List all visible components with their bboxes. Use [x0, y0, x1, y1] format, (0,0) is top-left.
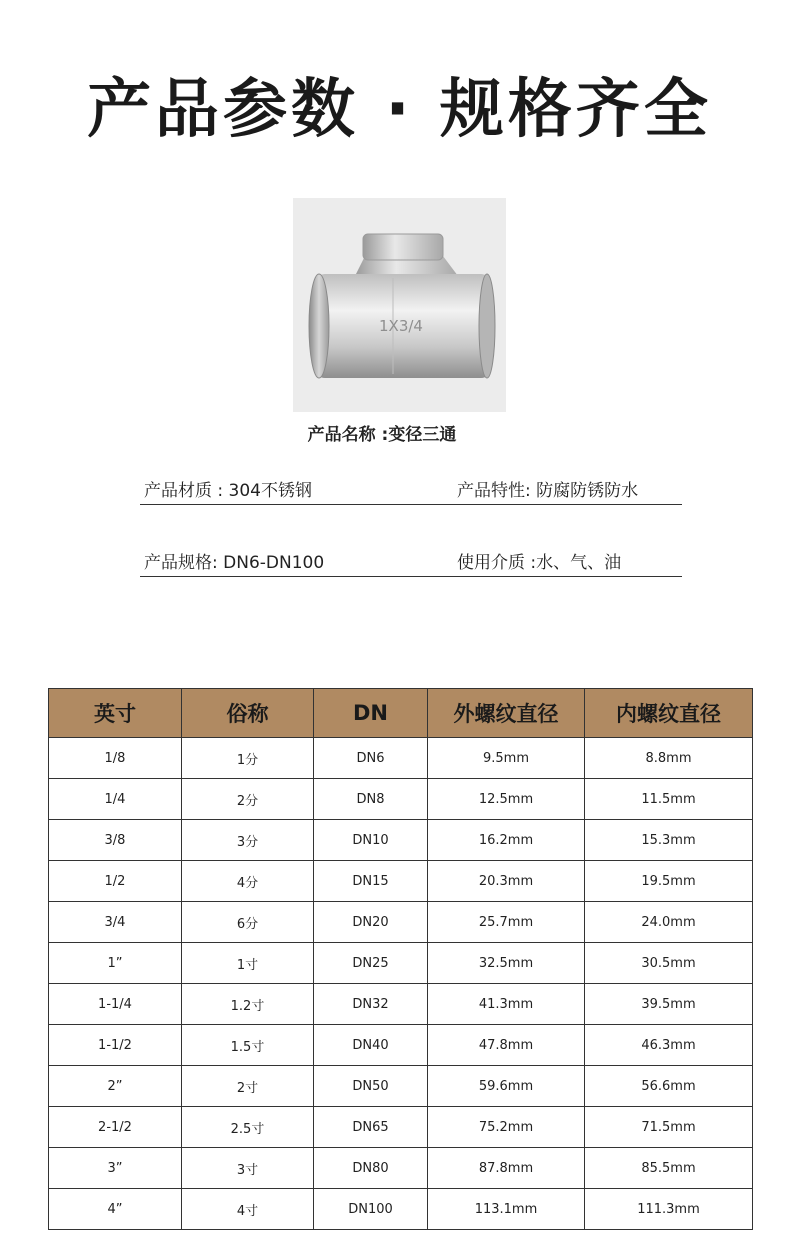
- size-range-label: 产品规格: DN6-DN100: [144, 553, 325, 573]
- table-row: [49, 984, 753, 1025]
- cell-common-name: 2寸: [182, 1066, 314, 1107]
- cell-outer-diameter: 9.5mm: [428, 738, 585, 779]
- cell-common-name: 1分: [182, 738, 314, 779]
- cell-outer-diameter: 25.7mm: [428, 902, 585, 943]
- cell-inner-diameter: 39.5mm: [585, 984, 753, 1025]
- cell-inch: 2-1/2: [49, 1107, 182, 1148]
- table-row: [49, 902, 753, 943]
- cell-inch: 1”: [49, 943, 182, 984]
- table-row: [49, 861, 753, 902]
- cell-inch: 1-1/4: [49, 984, 182, 1025]
- page-title: 产品参数 · 规格齐全: [87, 73, 712, 147]
- cell-inch: 3/4: [49, 902, 182, 943]
- tee-fitting-image: [293, 198, 506, 412]
- cell-common-name: 1寸: [182, 943, 314, 984]
- cell-dn: DN15: [314, 861, 428, 902]
- cell-dn: DN10: [314, 820, 428, 861]
- cell-dn: DN6: [314, 738, 428, 779]
- cell-outer-diameter: 41.3mm: [428, 984, 585, 1025]
- product-photo: [293, 198, 506, 412]
- cell-outer-diameter: 20.3mm: [428, 861, 585, 902]
- cell-inner-diameter: 30.5mm: [585, 943, 753, 984]
- cell-dn: DN25: [314, 943, 428, 984]
- cell-inner-diameter: 111.3mm: [585, 1189, 753, 1230]
- medium-label: 使用介质 :水、气、油: [457, 553, 622, 573]
- cell-common-name: 4寸: [182, 1189, 314, 1230]
- photo-marking: 1X3/4: [379, 317, 423, 335]
- cell-outer-diameter: 59.6mm: [428, 1066, 585, 1107]
- cell-inner-diameter: 11.5mm: [585, 779, 753, 820]
- table-row: [49, 1148, 753, 1189]
- cell-outer-diameter: 87.8mm: [428, 1148, 585, 1189]
- table-row: [49, 943, 753, 984]
- material-label: 产品材质 : 304不锈钢: [144, 481, 312, 501]
- cell-inner-diameter: 85.5mm: [585, 1148, 753, 1189]
- cell-outer-diameter: 113.1mm: [428, 1189, 585, 1230]
- cell-inner-diameter: 71.5mm: [585, 1107, 753, 1148]
- cell-outer-diameter: 32.5mm: [428, 943, 585, 984]
- cell-common-name: 2.5寸: [182, 1107, 314, 1148]
- cell-common-name: 3分: [182, 820, 314, 861]
- cell-inch: 3”: [49, 1148, 182, 1189]
- cell-dn: DN32: [314, 984, 428, 1025]
- cell-common-name: 1.5寸: [182, 1025, 314, 1066]
- cell-inner-diameter: 24.0mm: [585, 902, 753, 943]
- header-dn: DN: [314, 689, 428, 738]
- cell-common-name: 3寸: [182, 1148, 314, 1189]
- cell-common-name: 4分: [182, 861, 314, 902]
- cell-dn: DN100: [314, 1189, 428, 1230]
- feature-label: 产品特性: 防腐防锈防水: [457, 481, 639, 501]
- table-row: [49, 1189, 753, 1230]
- cell-inch: 3/8: [49, 820, 182, 861]
- cell-inner-diameter: 19.5mm: [585, 861, 753, 902]
- cell-inch: 1/2: [49, 861, 182, 902]
- cell-outer-diameter: 16.2mm: [428, 820, 585, 861]
- cell-inner-diameter: 56.6mm: [585, 1066, 753, 1107]
- table-row: [49, 1025, 753, 1066]
- cell-inch: 1/4: [49, 779, 182, 820]
- table-header-row: [49, 689, 753, 738]
- cell-dn: DN80: [314, 1148, 428, 1189]
- cell-dn: DN50: [314, 1066, 428, 1107]
- cell-inch: 4”: [49, 1189, 182, 1230]
- table-row: [49, 1107, 753, 1148]
- table-row: [49, 779, 753, 820]
- header-outer-thread-diameter: 外螺纹直径: [428, 689, 585, 738]
- cell-inch: 2”: [49, 1066, 182, 1107]
- cell-inch: 1/8: [49, 738, 182, 779]
- product-name: 产品名称 :变径三通: [307, 425, 457, 445]
- cell-outer-diameter: 47.8mm: [428, 1025, 585, 1066]
- spec-row-material: [140, 470, 682, 505]
- cell-common-name: 2分: [182, 779, 314, 820]
- cell-inner-diameter: 8.8mm: [585, 738, 753, 779]
- cell-outer-diameter: 12.5mm: [428, 779, 585, 820]
- cell-inner-diameter: 46.3mm: [585, 1025, 753, 1066]
- cell-dn: DN20: [314, 902, 428, 943]
- spec-table: [48, 688, 753, 1230]
- table-row: [49, 820, 753, 861]
- header-inner-thread-diameter: 内螺纹直径: [585, 689, 753, 738]
- cell-common-name: 6分: [182, 902, 314, 943]
- cell-dn: DN65: [314, 1107, 428, 1148]
- cell-dn: DN8: [314, 779, 428, 820]
- header-common-name: 俗称: [182, 689, 314, 738]
- spec-row-size: [140, 542, 682, 577]
- header-inch: 英寸: [49, 689, 182, 738]
- table-row: [49, 1066, 753, 1107]
- cell-inch: 1-1/2: [49, 1025, 182, 1066]
- cell-outer-diameter: 75.2mm: [428, 1107, 585, 1148]
- cell-dn: DN40: [314, 1025, 428, 1066]
- cell-common-name: 1.2寸: [182, 984, 314, 1025]
- cell-inner-diameter: 15.3mm: [585, 820, 753, 861]
- table-row: [49, 738, 753, 779]
